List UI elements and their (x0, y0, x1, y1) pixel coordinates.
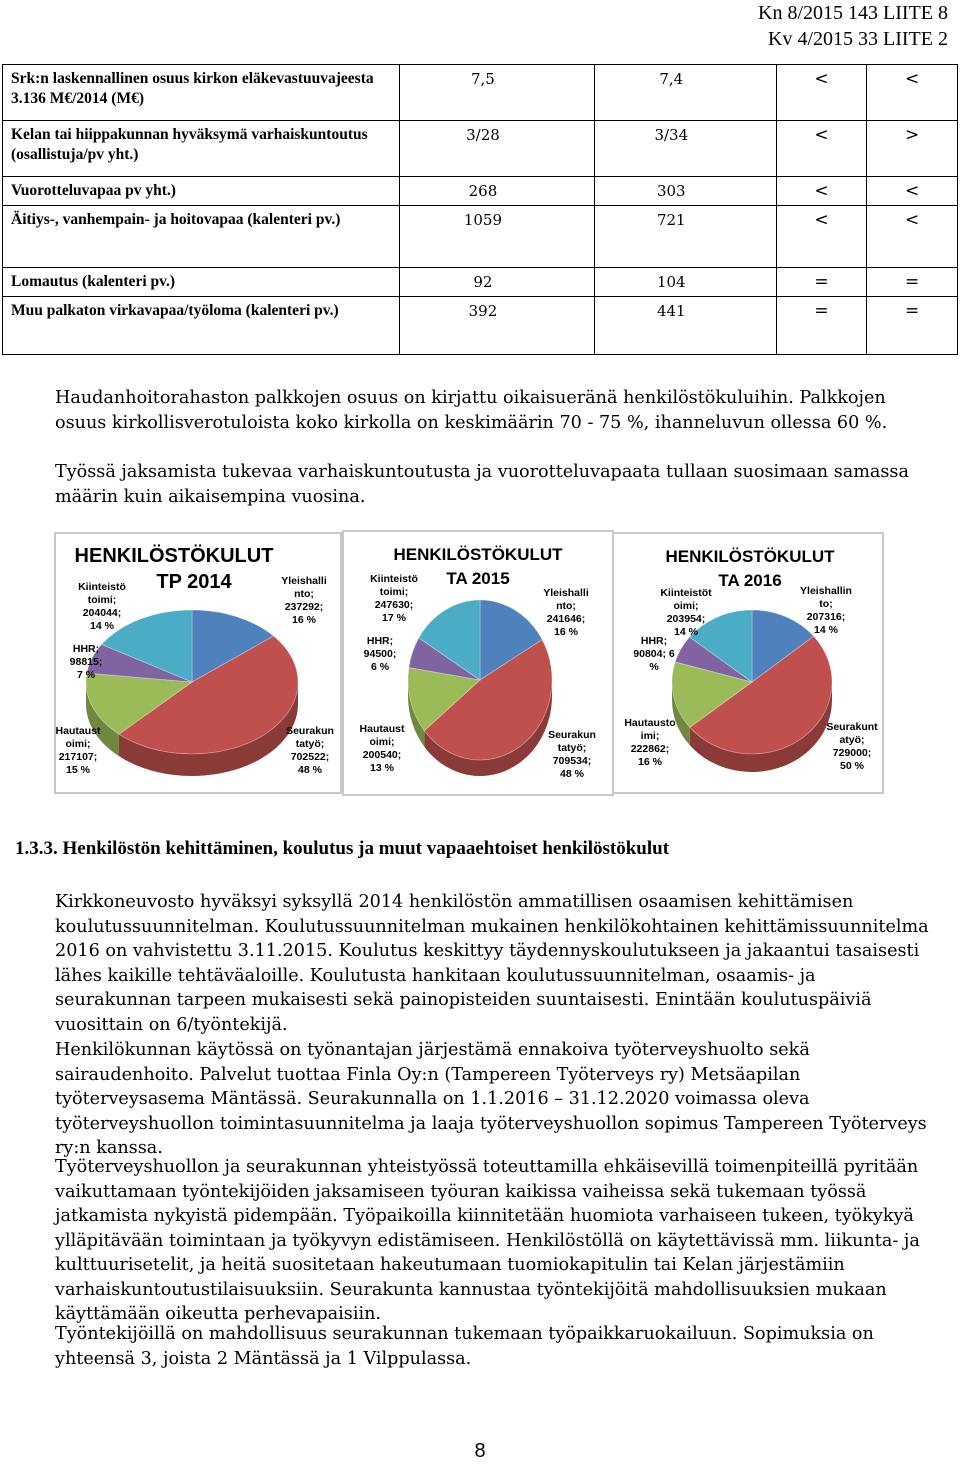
data-label (56, 725, 101, 776)
trend-1: < (776, 65, 867, 121)
data-label-line: 94500; (363, 648, 397, 660)
data-label-line: atyö; (839, 734, 865, 746)
table-row (3, 121, 958, 177)
trend-2: < (867, 65, 958, 121)
data-label-line: 729000; (832, 747, 872, 759)
paragraph-training: Kirkkoneuvosto hyväksyi syksyllä 2014 henkilöstön ammatillisen osaamisen kehittämisen koulutussuunnitelman. Koulutussuunnitelman mukainen henkilökohtainen kehittämissuunnitelma 2016 on vahvistettu 3.11.2015. Koulutus keskittyy täydennyskoulutukseen ja jakaantui tasaisesti lähes kaikille tehtäväaloille. Koulutusta hankitaan koulutussuunnitelman, osaamis- ja seurakunnan tarpeen mukaisesti sekä painopisteiden suuntaisesti. Enintään koulutuspäiviä vuosittain on 6/työntekijä. (55, 892, 929, 1035)
data-label-line: Kiinteistö (370, 573, 418, 585)
data-label-line: Seurakun (548, 729, 596, 741)
data-label (633, 635, 675, 673)
value-2: 721 (594, 206, 776, 268)
reference-line-1: Kn 8/2015 143 LIITE 8 (758, 2, 948, 24)
data-label (543, 587, 589, 638)
data-label-line: Hautausto (624, 717, 676, 729)
chart-subtitle: TA 2015 (446, 569, 510, 588)
data-label-line: 17 % (382, 612, 406, 624)
row-label: Kelan tai hiippakunnan hyväksymä varhaiskuntoutus (osallistuja/pv yht.) (3, 121, 400, 177)
paragraph-occupational-health: Henkilökunnan käytössä on työnantajan järjestämä ennakoiva työterveyshuolto sekä sairaudenhoito. Palvelut tuottaa Finla Oy:n (Tampereen Työterveys ry) Metsäapilan työterveysasema Mäntässä. Seurakunnalla on 1.1.2016 – 31.12.2020 voimassa oleva työterveyshuollon toimintasuunnitelma ja laaja työterveyshuollon sopimus Tampereen Työterveys ry:n kanssa. (55, 1040, 927, 1158)
value-2: 7,4 (594, 65, 776, 121)
table-row (3, 65, 958, 121)
value-1: 392 (400, 297, 595, 355)
data-label-line: 13 % (370, 762, 394, 774)
data-label (281, 575, 327, 626)
data-label-line: % (649, 661, 659, 673)
paragraph-rehabilitation: Työssä jaksamista tukevaa varhaiskuntoutusta ja vuorotteluvapaata tullaan suosimaan samassa määrin kuin aikaisempina vuosina. (55, 462, 909, 507)
data-label-line: 14 % (814, 624, 838, 636)
chart-title: HENKILÖSTÖKULUT (74, 545, 274, 567)
data-label-line: HHR; (72, 643, 100, 655)
value-2: 104 (594, 268, 776, 297)
data-label (548, 729, 596, 780)
data-label-line: 16 % (638, 756, 662, 768)
data-label-line: 16 % (292, 614, 316, 626)
data-label-line: imi; (640, 730, 660, 742)
data-label (364, 635, 397, 673)
chart-subtitle: TP 2014 (156, 571, 232, 593)
data-label-line: 15 % (66, 764, 90, 776)
row-label: Vuorotteluvapaa pv yht.) (3, 177, 400, 206)
data-label-line: 14 % (90, 620, 114, 632)
data-label-line: 237292; (284, 601, 324, 613)
value-2: 303 (594, 177, 776, 206)
data-label-line: 98815; (69, 656, 103, 668)
data-label-line: 16 % (554, 626, 578, 638)
value-1: 92 (400, 268, 595, 297)
data-label-line: nto; (294, 588, 314, 600)
data-label-line: nto; (556, 600, 576, 612)
pie-chart-ta-2016 (612, 532, 884, 794)
data-label-line: Yleishalli (281, 575, 327, 587)
table-row (3, 297, 958, 355)
data-label-line: toimi; (379, 586, 409, 598)
pie-chart-svg (344, 532, 612, 794)
data-label-line: 90804; 6 (633, 648, 675, 660)
chart-subtitle: TA 2016 (718, 571, 782, 590)
chart-title: HENKILÖSTÖKULUT (393, 545, 563, 564)
row-label: Lomautus (kalenteri pv.) (3, 268, 400, 297)
table-row (3, 268, 958, 297)
data-label-line: oimi; (673, 600, 699, 612)
data-label-line: Seurakun (286, 725, 334, 737)
data-label-line: HHR; (640, 635, 668, 647)
data-label (78, 581, 126, 632)
data-label-line: 222862; (630, 743, 670, 755)
data-label-line: Hautaust (359, 723, 405, 735)
page-number: 8 (474, 1440, 486, 1462)
data-label-line: Hautaust (56, 725, 101, 737)
data-label-line: Yleishalli (543, 587, 589, 599)
data-label-line: to; (819, 598, 833, 610)
data-label (370, 573, 418, 624)
trend-1: = (776, 297, 867, 355)
data-label-line: 217107; (58, 751, 98, 763)
trend-1: = (776, 268, 867, 297)
data-label (624, 717, 675, 768)
data-label-line: 14 % (674, 626, 698, 638)
paragraph-wellbeing: Työterveyshuollon ja seurakunnan yhteistyössä toteuttamilla ehkäisevillä toimenpiteillä pyritään vaikuttamaan työntekijöiden jaksamiseen työuran kaikissa vaiheissa sekä tukemaan työssä jatkamista nykyistä pidempään. Työpaikoilla kiinnitetään huomiota varhaiseen tukeen, työkykyä ylläpitävään toimintaan ja työkyvyn edistämiseen. Henkilöstöllä on käytettävissä mm. liikunta- ja kulttuurisetelit, ja heitä suositetaan hakeutumaan tuomiokapitulin tai Kelan järjestämiin varhaiskuntoutustilaisuuksiin. Seurakunta kannustaa työntekijöitä mahdollisuuksien mukaan käyttämään oikeutta perhevapaisiin. (55, 1157, 920, 1324)
data-label-line: tatyö; (295, 738, 325, 750)
trend-2: < (867, 206, 958, 268)
pie-chart-ta-2015 (342, 530, 614, 796)
paragraph-salary-share: Haudanhoitorahaston palkkojen osuus on kirjattu oikaisueränä henkilöstökuluihin. Palkkojen osuus kirkollisverotuloista koko kirkolla on keskimäärin 70 - 75 %, ihanneluvun ollessa 60 %. (55, 388, 888, 433)
data-label-line: oimi; (65, 738, 91, 750)
trend-1: < (776, 177, 867, 206)
data-label-line: 204044; (82, 607, 122, 619)
data-label-line: 203954; (666, 613, 706, 625)
personnel-cost-charts (54, 530, 884, 796)
trend-1: < (776, 206, 867, 268)
data-label (826, 721, 878, 772)
personnel-stats-table (2, 64, 958, 355)
reference-line-2: Kv 4/2015 33 LIITE 2 (768, 28, 948, 50)
pie-chart-svg (56, 534, 340, 792)
document-reference (758, 0, 948, 52)
value-1: 3/28 (400, 121, 595, 177)
data-label-line: 50 % (840, 760, 864, 772)
data-label-line: 6 % (370, 661, 390, 673)
data-label-line: oimi; (369, 736, 395, 748)
data-label-line: 48 % (560, 768, 584, 780)
chart-title: HENKILÖSTÖKULUT (665, 547, 835, 566)
data-label-line: 48 % (298, 764, 322, 776)
data-label-line: 709534; (552, 755, 592, 767)
data-label-line: Kiinteistöt (660, 587, 712, 599)
table-row (3, 177, 958, 206)
data-label-line: HHR; (366, 635, 394, 647)
data-label-line: Seurakunt (826, 721, 878, 733)
trend-2: > (867, 121, 958, 177)
paragraph-lunch: Työntekijöillä on mahdollisuus seurakunnan tukemaan työpaikkaruokailuun. Sopimuksia on yhteensä 3, joista 2 Mäntässä ja 1 Vilppulassa. (55, 1324, 874, 1369)
row-label: Muu palkaton virkavapaa/työloma (kalenteri pv.) (3, 297, 400, 355)
value-1: 268 (400, 177, 595, 206)
value-1: 7,5 (400, 65, 595, 121)
data-label-line: tatyö; (557, 742, 587, 754)
trend-2: = (867, 297, 958, 355)
row-label: Äitiys-, vanhempain- ja hoitovapaa (kalenteri pv.) (3, 206, 400, 268)
data-label-line: 7 % (76, 669, 96, 681)
trend-2: = (867, 268, 958, 297)
data-label-line: 241646; (546, 613, 586, 625)
table-row (3, 206, 958, 268)
value-2: 441 (594, 297, 776, 355)
data-label (800, 585, 852, 636)
trend-1: < (776, 121, 867, 177)
data-label-line: 702522; (290, 751, 330, 763)
data-label-line: 200540; (362, 749, 402, 761)
data-label-line: 207316; (806, 611, 846, 623)
data-label (286, 725, 334, 776)
trend-2: < (867, 177, 958, 206)
data-label (360, 723, 405, 774)
pie-chart-tp-2014 (54, 532, 342, 794)
pie-chart-svg (614, 534, 882, 792)
data-label-line: Yleishallin (800, 585, 852, 597)
value-1: 1059 (400, 206, 595, 268)
row-label: Srk:n laskennallinen osuus kirkon eläkevastuuvajeesta 3.136 M€/2014 (M€) (3, 65, 400, 121)
data-label-line: 247630; (374, 599, 414, 611)
data-label-line: toimi; (87, 594, 117, 606)
data-label-line: Kiinteistö (78, 581, 126, 593)
section-heading: 1.3.3. Henkilöstön kehittäminen, koulutus ja muut vapaaehtoiset henkilöstökulut (15, 838, 670, 859)
value-2: 3/34 (594, 121, 776, 177)
